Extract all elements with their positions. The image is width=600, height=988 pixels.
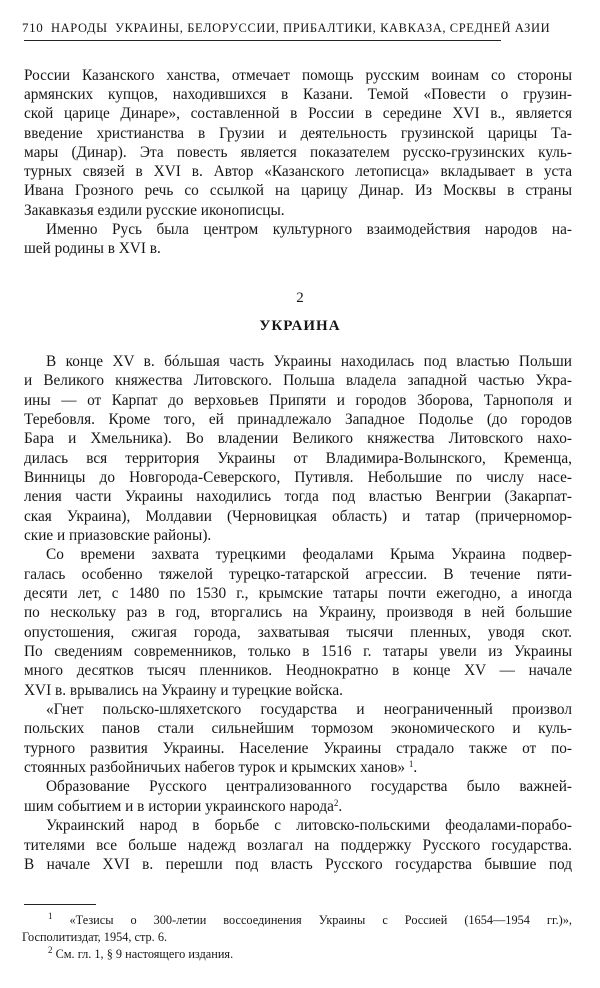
text-line: галась особенно тяжелой турецко-татарской агрессии. В течение пяти-	[24, 566, 572, 583]
text-line: В начале XVI в. перешли под власть Русского государства бывшие под	[24, 856, 572, 873]
footnote-rule	[24, 904, 96, 905]
text-line: Теребовля. Кроме того, ей принадлежало Западное Подолье (до городов	[24, 411, 572, 428]
footnote-1-continuation: Госполитиздат, 1954, стр. 6.	[22, 930, 168, 944]
text-line: турных связей в XVI в. Автор «Казанского летописца» вкладывает в уста	[24, 163, 572, 180]
text-line: ской царице Динаре», составленной в России в середине XVI в., является	[24, 105, 572, 122]
footnote-2	[48, 946, 572, 962]
text-line: «Гнет польско-шляхетского государства и неограниченный произвол	[46, 701, 572, 718]
section-number: 2	[296, 290, 304, 306]
text-line: ские и приазовские районы).	[24, 527, 212, 544]
text-line: В конце XV в. бóльшая часть Украины находилась под властью Польши	[46, 353, 572, 370]
footnote-marker-2: 2	[48, 945, 53, 955]
footnote-text: «Тезисы о 300-летии воссоединения Украины с Россией (1654—1954 гг.)»,	[69, 913, 572, 927]
text-line: десяти лет, с 1480 по 1530 г., крымские татары почти ежегодно, а иногда	[24, 585, 572, 602]
text-line: Образование Русского централизованного государства было важней-	[46, 778, 572, 795]
text-line: и Великого княжества Литовского. Польша владела западной частью Укра-	[24, 372, 572, 389]
footnote-ref-1[interactable]: 1	[408, 759, 414, 769]
text-line-content: шим событием и в истории украинского народа	[24, 798, 334, 815]
text-line: Винницы до Новгорода-Северского, Путивля. Небольшие по числу насе-	[24, 469, 572, 486]
running-title: НАРОДЫ УКРАИНЫ, БЕЛОРУССИИ, ПРИБАЛТИКИ, КАВКАЗА, СРЕДНЕЙ АЗИИ	[51, 21, 551, 35]
text-line: России Казанского ханства, отмечает помощь русским воинам со стороны	[24, 67, 572, 84]
text-line: XVI в. врывались на Украину и турецкие войска.	[24, 682, 343, 699]
running-header	[22, 20, 574, 36]
text-line: ины — от Карпат до верховьев Припяти и городов Зборова, Тарнополя и	[24, 392, 572, 409]
footnote-ref-2[interactable]: 2	[333, 798, 339, 808]
text-line: тителями все больше надежд возлагал на поддержку Русского государства.	[24, 837, 572, 854]
page-number: 710	[22, 20, 44, 35]
text-line: опустошения, сжигая города, захватывая тысячи пленных, уводя скот.	[24, 624, 572, 641]
text-line: по нескольку раз в год, вторгались на Украину, производя в ней большие	[24, 604, 572, 621]
text-line: мары (Динар). Эта повесть является показателем русско-грузинских куль-	[24, 144, 572, 161]
text-line: Закавказья ездили русские иконописцы.	[24, 202, 285, 219]
section-title: УКРАИНА	[259, 318, 341, 334]
text-line: введение христианства в Грузии и деятельность грузинской царицы Та-	[24, 125, 572, 142]
text-line: По сведениям современников, только в 1516 г. татары увели из Украины	[24, 643, 572, 660]
text-line: шей родины в XVI в.	[24, 240, 161, 257]
text-line: шим событием и в истории украинского народа$^2$.	[24, 798, 343, 815]
footnote-1	[48, 912, 572, 928]
text-line: польских панов стали сильнейшим тормозом экономического и куль-	[24, 720, 572, 737]
text-line: турного развития Украины. Население Украины страдало также от по-	[24, 740, 572, 757]
text-line: Со времени захвата турецкими феодалами Крыма Украина подвер-	[46, 546, 572, 563]
text-line: много десятков тысяч пленников. Неоднократно в конце XV — начале	[24, 662, 572, 679]
text-line: стоянных разбойничьих набегов турок и крымских ханов» $^1$.	[24, 759, 418, 776]
footnote-text: См. гл. 1, § 9 настоящего издания.	[55, 947, 234, 961]
text-line: Именно Русь была центром культурного взаимодействия народов на-	[46, 221, 572, 238]
text-line-content: стоянных разбойничьих набегов турок и крымских ханов»	[24, 759, 406, 776]
text-line: Ивана Грозного речь со ссылкой на царицу Динар. Из Москвы в страны	[24, 182, 572, 199]
text-line: ская Украина), Молдавии (Черновицкая область) и татар (причерномор-	[24, 508, 572, 525]
footnote-marker-1: 1	[48, 911, 53, 921]
text-line: Украинский народ в борьбе с литовско-польскими феодалами-порабо-	[46, 817, 572, 834]
text-line: Бара и Хмельника). Во владении Великого княжества Литовского нахо-	[24, 430, 572, 447]
text-line: дилась вся территория Украины от Владимира-Волынского, Кременца,	[24, 450, 572, 467]
text-line: армянских купцов, находившихся в Казани. Темой «Повести о грузин-	[24, 86, 572, 103]
text-line: ления части Украины находились тогда под властью Венгрии (Закарпат-	[24, 488, 572, 505]
header-rule	[24, 40, 501, 41]
